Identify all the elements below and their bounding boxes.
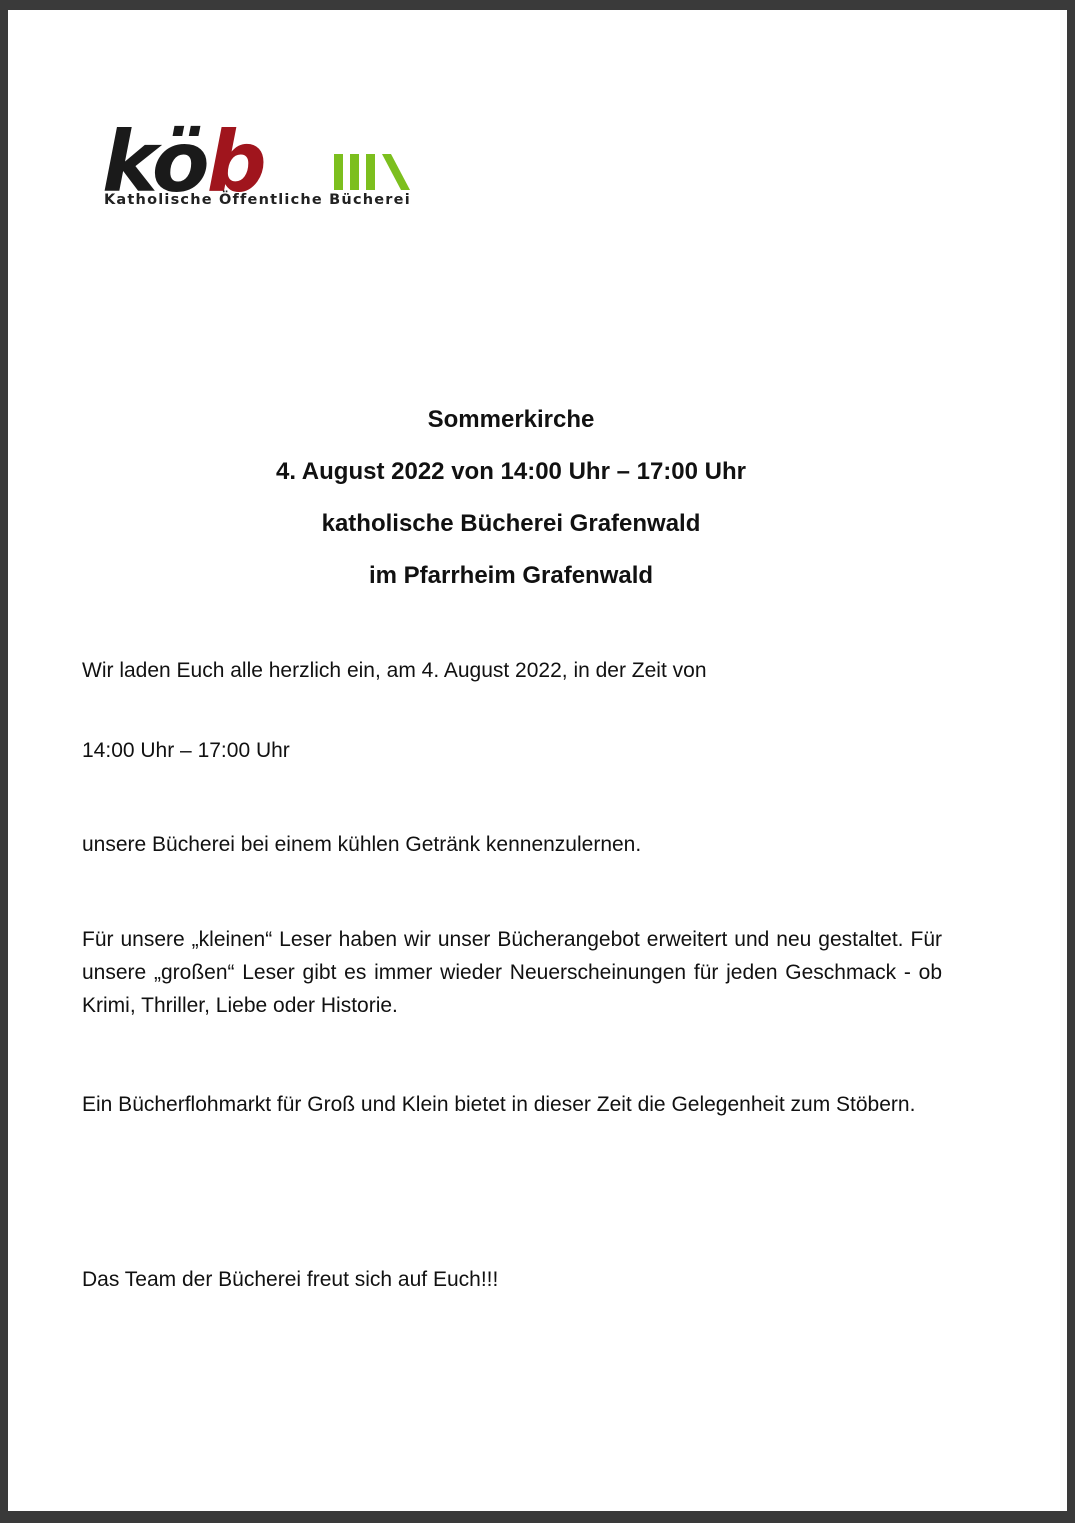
koeb-logo [102, 113, 462, 212]
document-page [8, 10, 1067, 1511]
paragraph-time: 14:00 Uhr – 17:00 Uhr [82, 739, 290, 762]
paragraph-flea-market: Ein Bücherflohmarkt für Groß und Klein bietet in dieser Zeit die Gelegenheit zum Stöbern. [82, 1093, 916, 1116]
paragraph-closing: Das Team der Bücherei freut sich auf Euch!!! [82, 1268, 499, 1291]
event-headings [8, 394, 1014, 602]
event-location: im Pfarrheim Grafenwald [368, 562, 654, 589]
event-date-time: 4. August 2022 von 14:00 Uhr – 17:00 Uhr [276, 458, 746, 485]
event-organizer: katholische Bücherei Grafenwald [321, 510, 701, 537]
paragraph-drink: unsere Bücherei bei einem kühlen Getränk kennenzulernen. [82, 833, 642, 856]
logo-letter-k: k [102, 113, 152, 211]
paragraph-invite: Wir laden Euch alle herzlich ein, am 4. August 2022, in der Zeit von [82, 659, 707, 682]
logo-letter-b: b [206, 113, 264, 211]
books-bars-icon [328, 120, 418, 200]
paragraph-readers: Für unsere „kleinen“ Leser haben wir unser Bücherangebot erweitert und neu gestaltet. Für unsere „großen“ Leser gibt es immer wieder Neuerscheinungen für jeden Geschmack - ob Krimi, Thriller, Liebe oder Historie. [82, 928, 942, 1017]
event-title: Sommerkirche [427, 406, 595, 433]
logo-subtitle: Katholische Öffentliche Bücherei [104, 192, 411, 208]
logo-letter-o: ö [151, 113, 207, 211]
